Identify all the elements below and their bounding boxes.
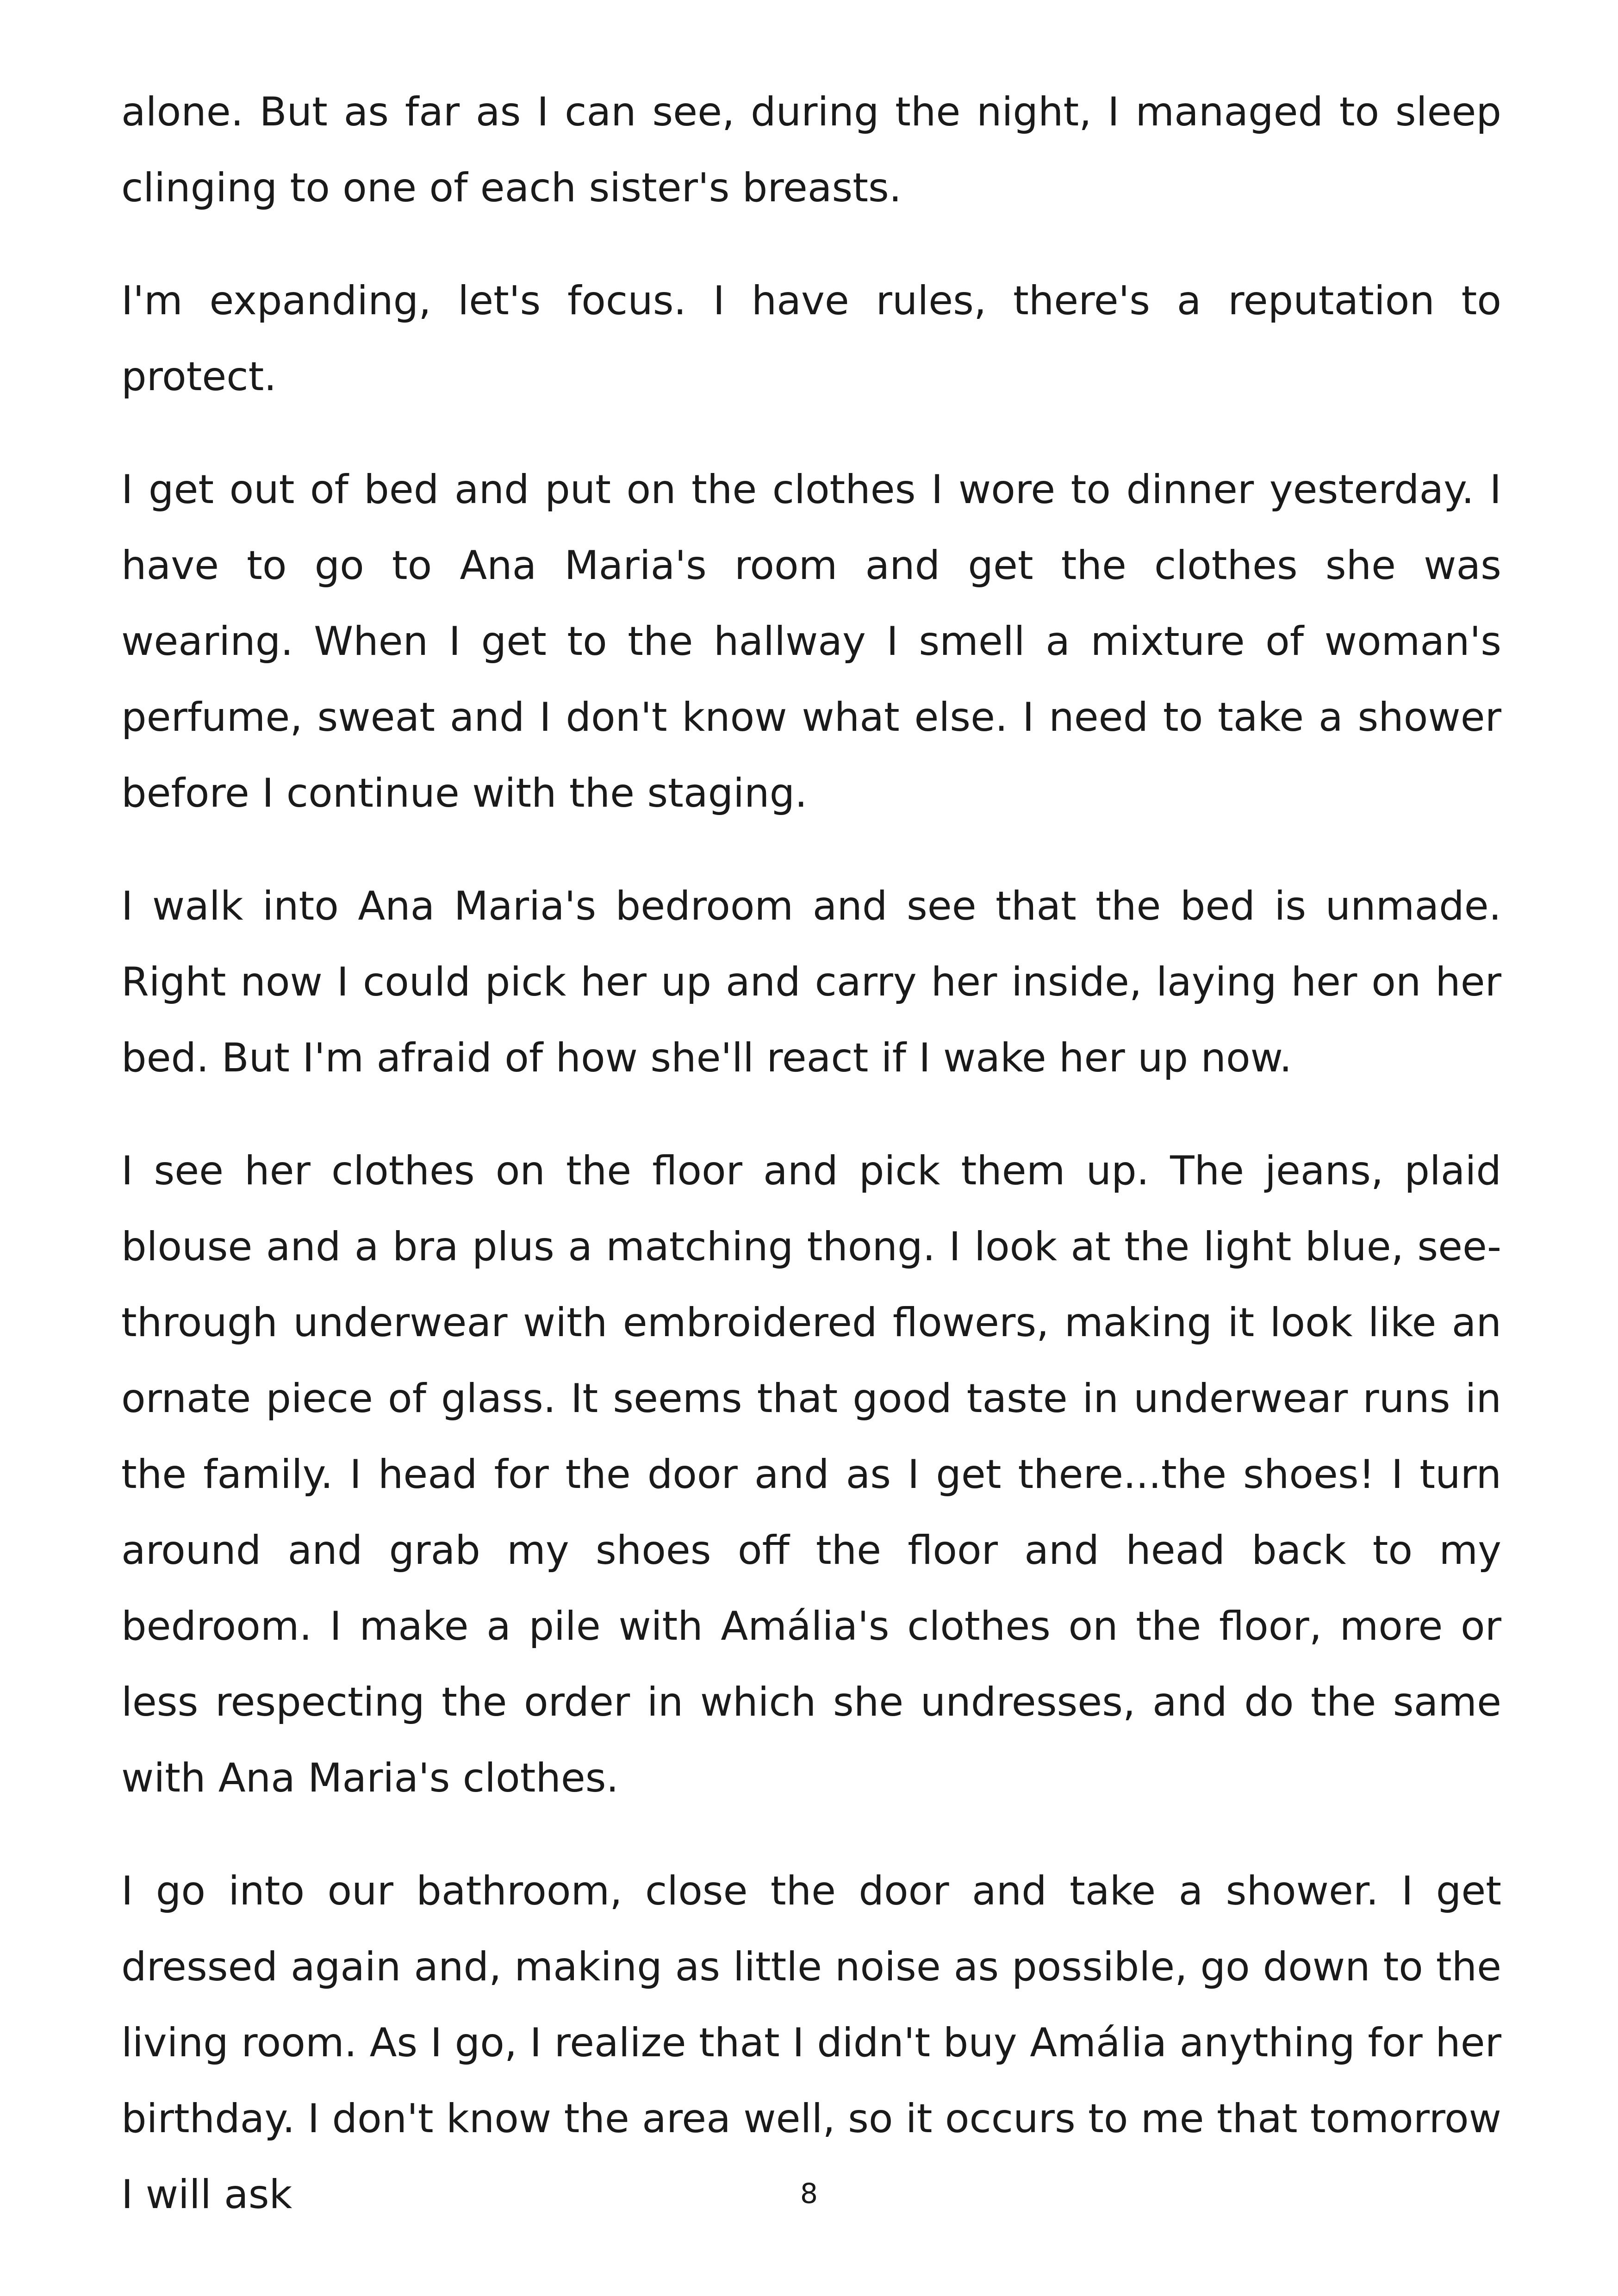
paragraph: I get out of bed and put on the clothes I wore to dinner yesterday. I have to go to Ana Maria's room and get the clothes she was wearing. When I get to the hallway I smell a mixture of woman's perfume, sweat and I don't know what else. I need to take a shower before I continue with the staging. xyxy=(121,467,1501,816)
paragraph: I see her clothes on the floor and pick them up. The jeans, plaid blouse and a bra plus a matching thong. I look at the light blue, see-through underwear with embroidered flowers, making it look like an ornate piece of glass. It seems that good taste in underwear runs in the family. I head for the door and as I get there...the shoes! I turn around and grab my shoes off the floor and head back to my bedroom. I make a pile with Amália's clothes on the floor, more or less respecting the order in which she undresses, and do the same with Ana Maria's clothes. xyxy=(121,1148,1501,1801)
paragraph: I walk into Ana Maria's bedroom and see that the bed is unmade. Right now I could pick her up and carry her inside, laying her on her bed. But I'm afraid of how she'll react if I wake her up now. xyxy=(121,883,1501,1081)
paragraph: alone. But as far as I can see, during the night, I managed to sleep clinging to one of each sister's breasts. xyxy=(121,89,1501,211)
page-body xyxy=(121,74,1501,2270)
page-number: 8 xyxy=(800,2178,818,2210)
paragraph: I go into our bathroom, close the door and take a shower. I get dressed again and, making as little noise as possible, go down to the living room. As I go, I realize that I didn't buy Amália anything for her birthday. I don't know the area well, so it occurs to me that tomorrow I will ask xyxy=(121,1868,1501,2218)
paragraph: I'm expanding, let's focus. I have rules, there's a reputation to protect. xyxy=(121,278,1501,400)
